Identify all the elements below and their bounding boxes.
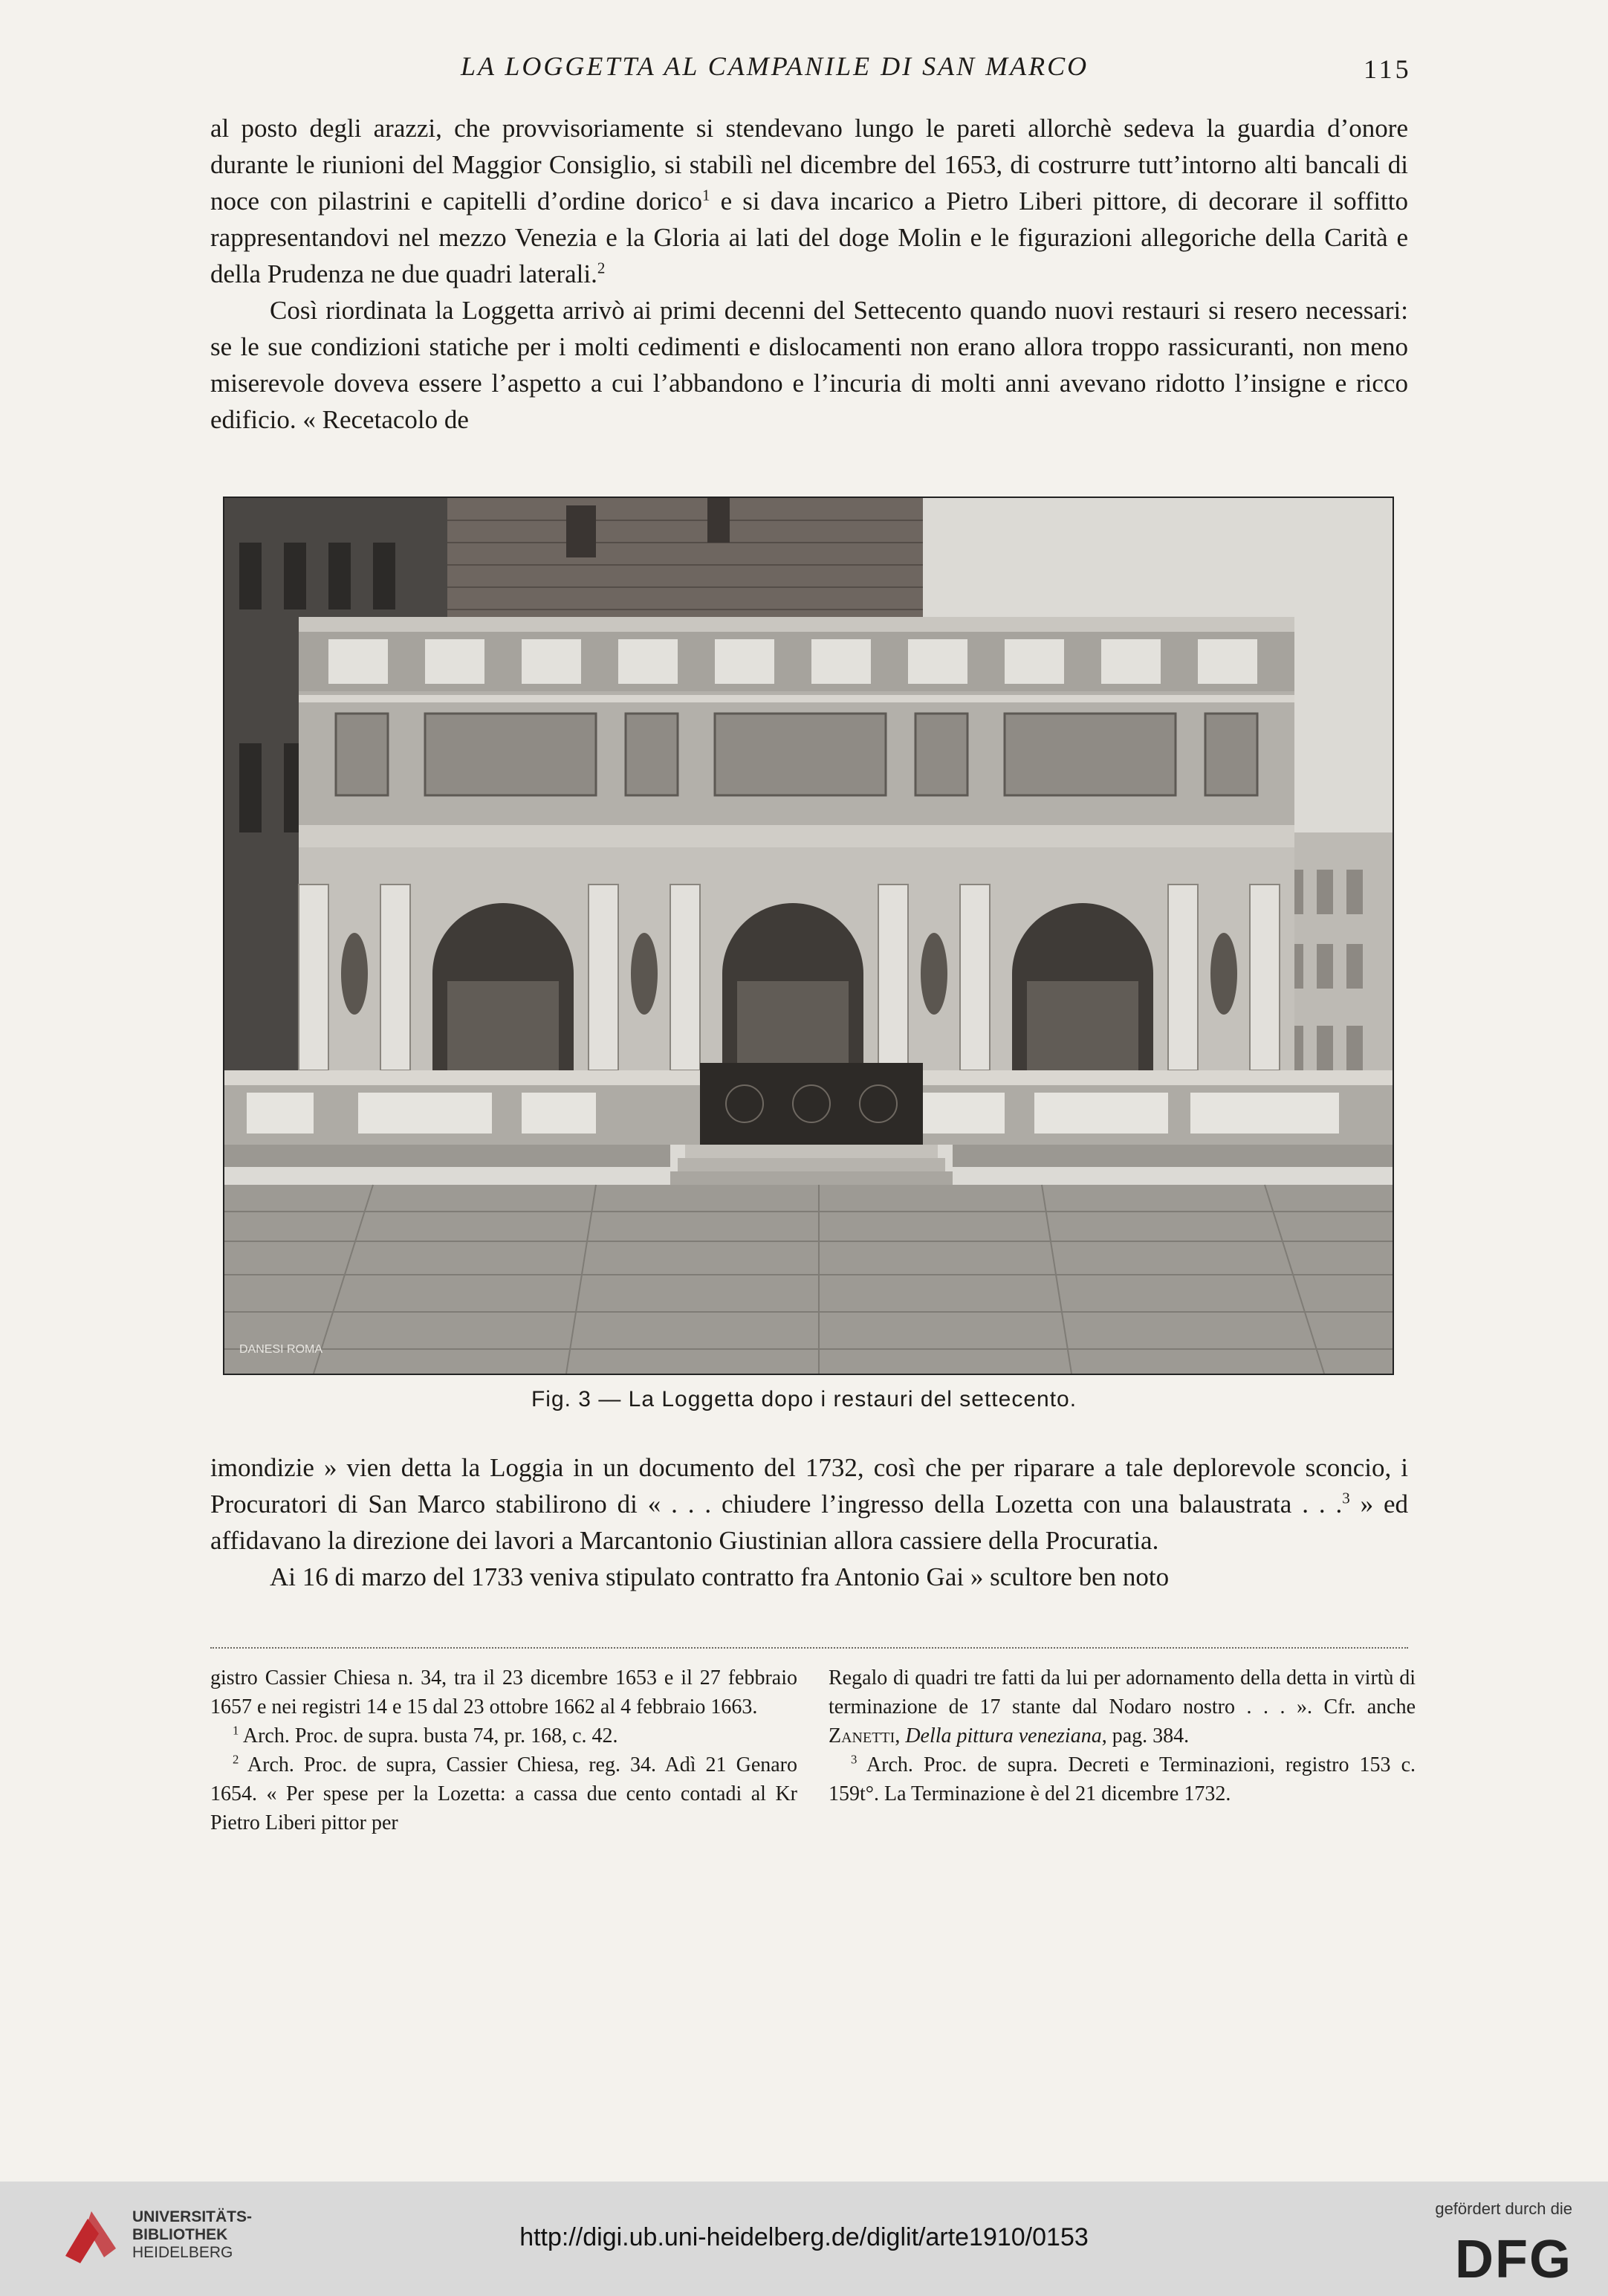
body-text-bottom [210, 1449, 1408, 1595]
running-title: LA LOGGETTA AL CAMPANILE DI SAN MARCO [461, 51, 1089, 81]
footnote-divider [210, 1647, 1408, 1649]
figure-caption: Fig. 3 — La Loggetta dopo i restauri del settecento. [531, 1387, 1077, 1411]
permalink-url[interactable]: http://digi.ub.uni-heidelberg.de/diglit/arte1910/0153 [519, 2223, 1089, 2251]
paragraph: Ai 16 di marzo del 1733 veniva stipulato contratto fra Antonio Gai » scultore ben noto [270, 1562, 1170, 1591]
footnote-2: $^2$ Arch. Proc. de supra, Cassier Chiesa, reg. 34. Adì 21 Genaro 1654. « Per spese per la Lozetta: a cassa due cento contadi al Kr Pietro Liberi pittor per [210, 1752, 797, 1834]
library-name: UNIVERSITÄTS- BIBLIOTHEK HEIDELBERG [132, 2208, 253, 2261]
paragraph: al posto degli arazzi, che provvisoriamente si stendevano lungo le pareti allorchè sedeva la guardia d’onore durante le riunioni del Maggior Consiglio, si stabilì nel dicembre del 1653, di costrurre tutt’intorno alti bancali di noce con pilastrini e capitelli d’ordine dorico$^1$ e si dava incarico a Pietro Liberi pittore, di decorare il soffitto rappresentandovi nel mezzo Venezia e la Gloria ai lati del doge Molin e le figurazioni allegoriche della Carità e della Prudenza ne due quadri laterali.$^2$ [210, 114, 1408, 288]
footnote-ref: 3 [1342, 1489, 1350, 1507]
footnote-ref: 1 [702, 186, 710, 204]
page-number: 115 [1364, 54, 1412, 84]
footnote-continuation: gistro Cassier Chiesa n. 34, tra il 23 dicembre 1653 e il 27 febbraio 1657 e nei registri 14 e 15 dal 23 ottobre 1662 al 4 febbraio 1663. [210, 1666, 797, 1718]
digitization-footer [0, 2182, 1608, 2296]
page-header [0, 51, 1608, 88]
photo-credit: DANESI ROMA [239, 1343, 323, 1356]
loggetta-illustration [224, 498, 1393, 1374]
footnotes-right-column [829, 1663, 1416, 1808]
footnotes-left-column [210, 1663, 797, 1837]
dfg-logo: DFG [1455, 2230, 1572, 2289]
paragraph: Così riordinata la Loggetta arrivò ai primi decenni del Settecento quando nuovi restauri si resero necessari: se le sue condizioni statiche per i molti cedimenti e dislocamenti non erano allora troppo rassicuranti, non meno miserevole doveva essere l’aspetto a cui l’abbandono e l’incuria di molti anni avevano ridotto l’insigne e ricco edificio. « Recetacolo de [210, 296, 1408, 434]
footnote-1: $^1$ Arch. Proc. de supra. busta 74, pr. 168, c. 42. [233, 1723, 618, 1747]
body-text-top [210, 110, 1408, 438]
footnote-3: $^3$ Arch. Proc. de supra. Decreti e Terminazioni, registro 153 c. 159t°. La Terminazione è del 21 dicembre 1732. [829, 1752, 1416, 1805]
footnote-continuation: Regalo di quadri tre fatti da lui per adornamento della detta in virtù di terminazione de 17 stante dal Nodaro nostro . . . ». Cfr. anche Zanetti, Della pittura veneziana, pag. 384. [829, 1666, 1416, 1747]
loggetta-photograph [223, 497, 1394, 1375]
funding-note: gefördert durch die [1435, 2199, 1572, 2218]
paragraph: imondizie » vien detta la Loggia in un documento del 1732, così che per riparare a tale deplorevole sconcio, i Procuratori di San Marco stabilirono di « . . . chiudere l’ingresso della Lozetta con una balaustrata . . .$^3$ » ed affidavano la direzione dei lavori a Marcantonio Giustinian allora cassiere della Procuratia. [210, 1453, 1408, 1555]
footnote-ref: 2 [597, 259, 606, 277]
